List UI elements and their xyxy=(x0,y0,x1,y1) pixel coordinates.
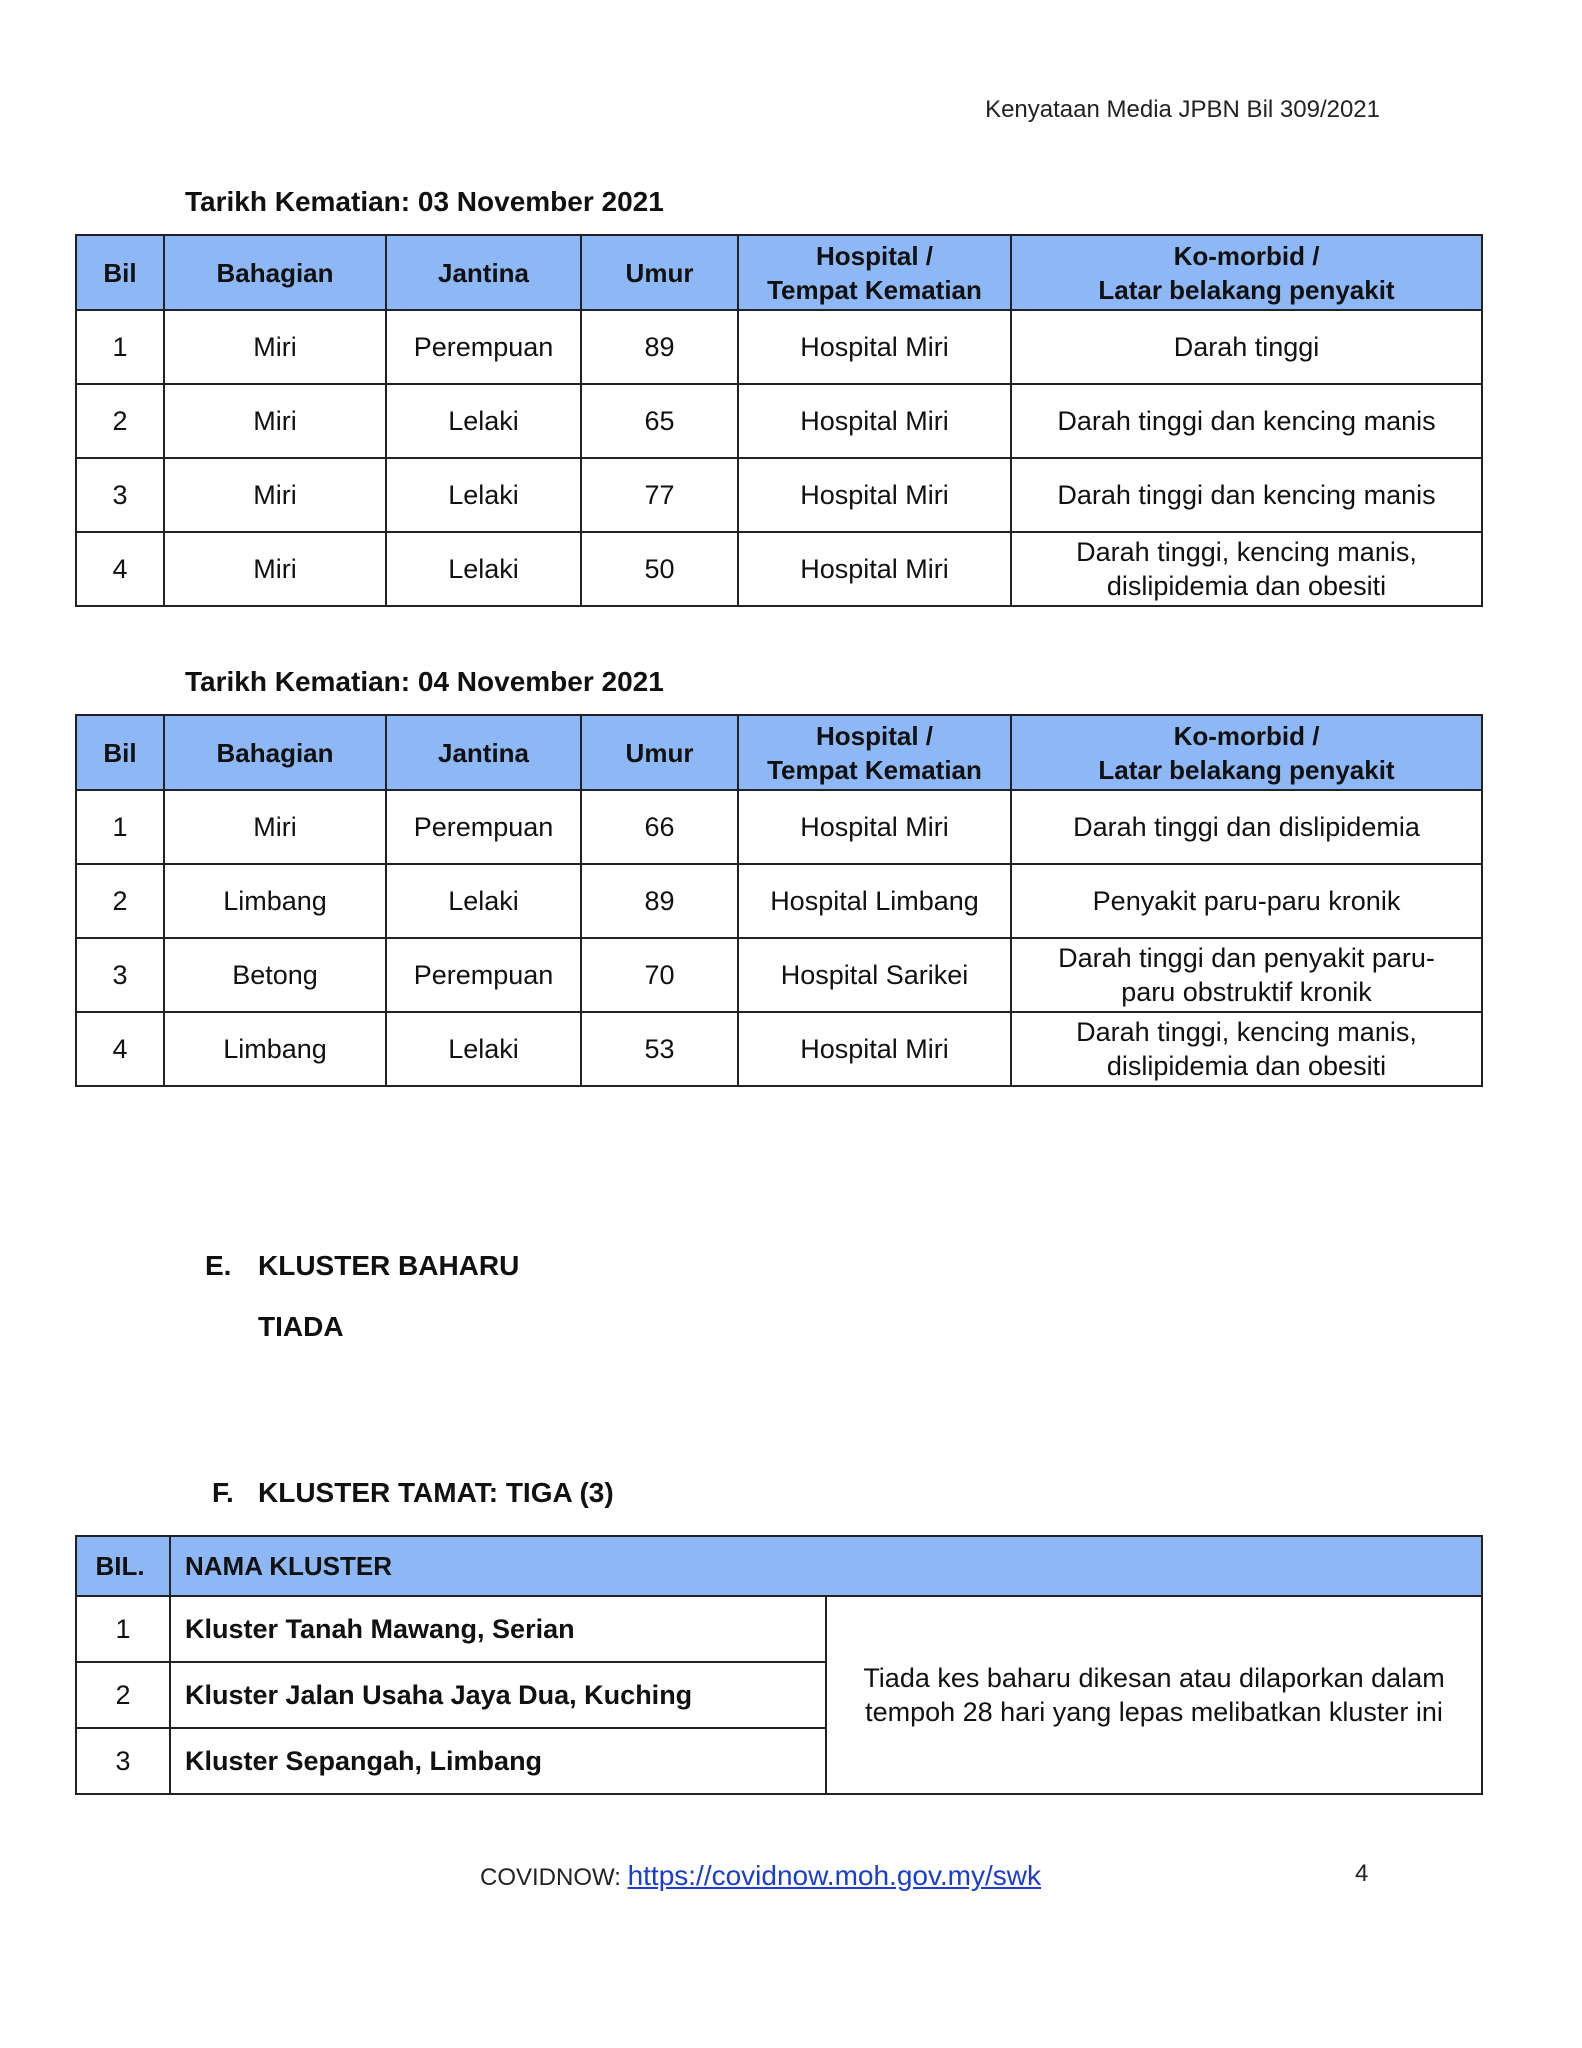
col-bahagian: Bahagian xyxy=(164,235,386,310)
table-row xyxy=(76,384,1482,458)
cell-komorbid: Darah tinggi, kencing manis, dislipidemia dan obesiti xyxy=(1011,1012,1482,1086)
cell-umur: 65 xyxy=(581,384,738,458)
cell-jantina: Lelaki xyxy=(386,532,581,606)
cell-bahagian: Miri xyxy=(164,458,386,532)
cell-hospital: Hospital Miri xyxy=(738,384,1011,458)
cell-umur: 70 xyxy=(581,938,738,1012)
col-bil: Bil xyxy=(76,235,164,310)
cell-bahagian: Limbang xyxy=(164,864,386,938)
cell-komorbid: Darah tinggi dan penyakit paru- paru obstruktif kronik xyxy=(1011,938,1482,1012)
cluster-note: Tiada kes baharu dikesan atau dilaporkan dalam tempoh 28 hari yang lepas melibatkan kluster ini xyxy=(826,1596,1482,1794)
cell-bil: 4 xyxy=(76,1012,164,1086)
table-row xyxy=(76,790,1482,864)
col-hospital: Hospital / Tempat Kematian xyxy=(738,235,1011,310)
cell-bil: 2 xyxy=(76,384,164,458)
death-date-heading: Tarikh Kematian: 03 November 2021 xyxy=(185,186,664,217)
cell-cluster-name: Kluster Tanah Mawang, Serian xyxy=(170,1596,826,1662)
cell-jantina: Perempuan xyxy=(386,790,581,864)
table-row xyxy=(76,1012,1482,1086)
cell-bil: 2 xyxy=(76,864,164,938)
table-row xyxy=(76,310,1482,384)
col-jantina: Jantina xyxy=(386,235,581,310)
table-header-row xyxy=(76,1536,1482,1596)
cell-cluster-name: Kluster Jalan Usaha Jaya Dua, Kuching xyxy=(170,1662,826,1728)
cell-hospital: Hospital Sarikei xyxy=(738,938,1011,1012)
cell-jantina: Lelaki xyxy=(386,458,581,532)
cell-bil: 2 xyxy=(76,1662,170,1728)
cell-bil: 1 xyxy=(76,310,164,384)
col-bil: BIL. xyxy=(76,1536,170,1596)
cell-bil: 3 xyxy=(76,1728,170,1794)
cell-jantina: Lelaki xyxy=(386,384,581,458)
cell-komorbid: Darah tinggi, kencing manis, dislipidemia dan obesiti xyxy=(1011,532,1482,606)
section-e-letter: E. xyxy=(205,1250,232,1281)
cell-umur: 89 xyxy=(581,310,738,384)
col-umur: Umur xyxy=(581,235,738,310)
section-f-letter: F. xyxy=(212,1477,234,1508)
section-e-title: KLUSTER BAHARU xyxy=(258,1250,520,1281)
table-row xyxy=(76,532,1482,606)
cell-komorbid: Darah tinggi dan kencing manis xyxy=(1011,458,1482,532)
cell-umur: 89 xyxy=(581,864,738,938)
col-bil: Bil xyxy=(76,715,164,790)
col-bahagian: Bahagian xyxy=(164,715,386,790)
cell-bil: 1 xyxy=(76,790,164,864)
footer-label: COVIDNOW: xyxy=(480,1864,628,1891)
covidnow-link[interactable]: https://covidnow.moh.gov.my/swk xyxy=(627,1860,1041,1891)
footer xyxy=(480,1860,1041,1892)
cell-bil: 3 xyxy=(76,458,164,532)
death-table xyxy=(75,714,1483,1087)
table-row xyxy=(76,938,1482,1012)
cell-jantina: Perempuan xyxy=(386,938,581,1012)
cell-komorbid: Darah tinggi xyxy=(1011,310,1482,384)
cell-bahagian: Betong xyxy=(164,938,386,1012)
col-komorbid: Ko-morbid / Latar belakang penyakit xyxy=(1011,715,1482,790)
cell-hospital: Hospital Miri xyxy=(738,310,1011,384)
cell-bahagian: Miri xyxy=(164,310,386,384)
col-hospital: Hospital / Tempat Kematian xyxy=(738,715,1011,790)
death-date-heading: Tarikh Kematian: 04 November 2021 xyxy=(185,666,664,697)
page-number: 4 xyxy=(1355,1860,1369,1887)
cell-bil: 4 xyxy=(76,532,164,606)
cell-bahagian: Miri xyxy=(164,384,386,458)
cell-bil: 3 xyxy=(76,938,164,1012)
cell-jantina: Lelaki xyxy=(386,864,581,938)
col-komorbid: Ko-morbid / Latar belakang penyakit xyxy=(1011,235,1482,310)
section-e-body: TIADA xyxy=(258,1311,344,1342)
cell-umur: 53 xyxy=(581,1012,738,1086)
cell-komorbid: Darah tinggi dan kencing manis xyxy=(1011,384,1482,458)
col-jantina: Jantina xyxy=(386,715,581,790)
table-row xyxy=(76,864,1482,938)
cell-bahagian: Limbang xyxy=(164,1012,386,1086)
cell-hospital: Hospital Limbang xyxy=(738,864,1011,938)
table-row xyxy=(76,1596,1482,1662)
cell-komorbid: Penyakit paru-paru kronik xyxy=(1011,864,1482,938)
table-header-row xyxy=(76,235,1482,310)
cell-bahagian: Miri xyxy=(164,532,386,606)
cell-bil: 1 xyxy=(76,1596,170,1662)
cell-komorbid: Darah tinggi dan dislipidemia xyxy=(1011,790,1482,864)
table-header-row xyxy=(76,715,1482,790)
cell-hospital: Hospital Miri xyxy=(738,458,1011,532)
cell-bahagian: Miri xyxy=(164,790,386,864)
cell-umur: 66 xyxy=(581,790,738,864)
section-f-title: KLUSTER TAMAT: TIGA (3) xyxy=(258,1477,614,1508)
cell-hospital: Hospital Miri xyxy=(738,532,1011,606)
cell-jantina: Lelaki xyxy=(386,1012,581,1086)
cluster-table xyxy=(75,1535,1483,1795)
death-table xyxy=(75,234,1483,607)
cell-jantina: Perempuan xyxy=(386,310,581,384)
cell-cluster-name: Kluster Sepangah, Limbang xyxy=(170,1728,826,1794)
table-row xyxy=(76,458,1482,532)
col-nama-kluster: NAMA KLUSTER xyxy=(170,1536,1482,1596)
cell-hospital: Hospital Miri xyxy=(738,1012,1011,1086)
cell-umur: 50 xyxy=(581,532,738,606)
cell-hospital: Hospital Miri xyxy=(738,790,1011,864)
document-reference: Kenyataan Media JPBN Bil 309/2021 xyxy=(985,96,1380,123)
col-umur: Umur xyxy=(581,715,738,790)
cell-umur: 77 xyxy=(581,458,738,532)
